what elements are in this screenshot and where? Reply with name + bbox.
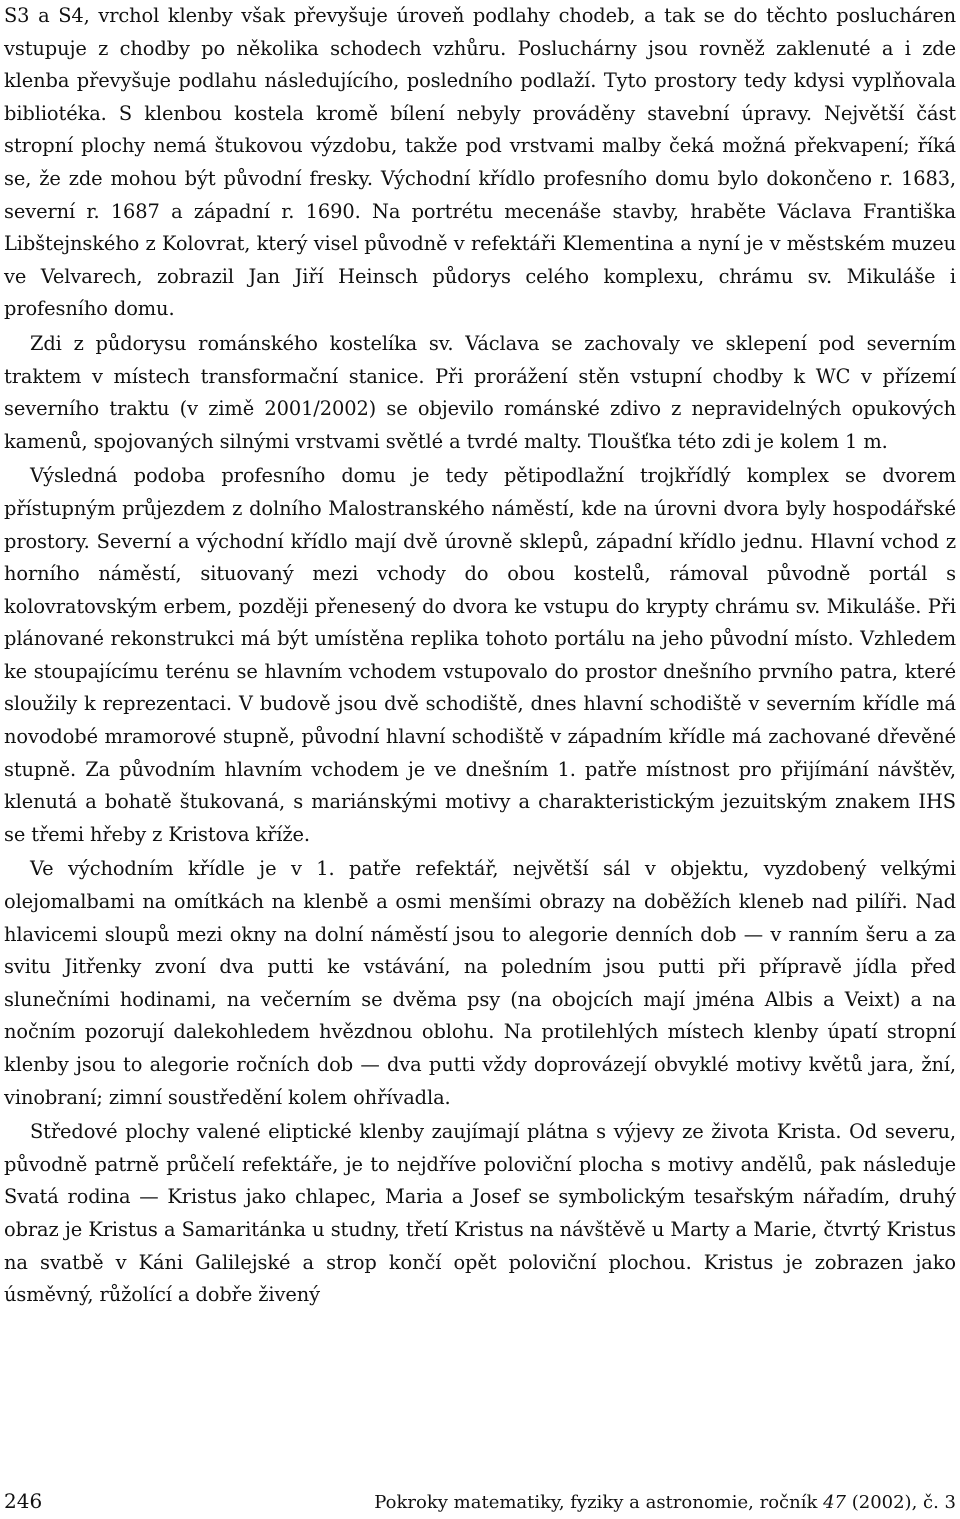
journal-reference [374,1491,956,1515]
paragraph-vault-paintings: Středové plochy valené eliptické klenby zaujímají plátna s výjevy ze života Krista. Od severu, původně patrně průčelí refektáře, je to nejdříve poloviční plocha s motivy andělů, pak následuje Svatá rodina — Kristus jako chlapec, Maria a Josef se symbolickým tesařským nářadím, druhý obraz je Kristus a Samaritánka u studny, třetí Kristus na návštěvě u Marty a Marie, čtvrtý Kristus na svatbě v Káni Galilejské a strop končí opět poloviční plochou. Kristus je zobrazen jako úsměvný, růžolící a dobře živený [4,1120,956,1307]
paragraph-final-form: Výsledná podoba profesního domu je tedy pětipodlažní trojkřídlý komplex se dvorem přístupným průjezdem z dolního Malostranského náměstí, kde na úrovni dvora byly hospodářské prostory. Severní a východní křídlo mají dvě úrovně sklepů, západní křídlo jednu. Hlavní vchod z horního náměstí, situovaný mezi vchody do obou kostelů, rámoval původně portál s kolovratovským erbem, později přenesený do dvora ke vstupu do krypty chrámu sv. Mikuláše. Při plánované rekonstrukci má být umístěna replika tohoto portálu na jeho původní místo. Vzhledem ke stoupajícímu terénu se hlavním vchodem vstupovalo do prostor dnešního prvního patra, které sloužily k reprezentaci. V budově jsou dvě schodiště, dnes hlavní schodiště v severním křídle má novodobé mramorové stupně, původní hlavní schodiště v západním křídle má zachované dřevěné stupně. Za původním hlavním vchodem je ve dnešním 1. patře místnost pro přijímání návštěv, klenutá a bohatě štukovaná, s mariánskými motivy a charakteristickým jezuitským znakem IHS se třemi hřeby z Kristova kříže. [4,464,956,846]
paragraph-romanesque-walls: Zdi z půdorysu románského kostelíka sv. Václava se zachovaly ve sklepení pod severním traktem v místech transformační stanice. Při prorážení stěn vstupní chodby k WC v přízemí severního traktu (v zimě 2001/2002) se objevilo románské zdivo z nepravidelných opukových kamenů, spojovaných silnými vrstvami světlé a tvrdé malty. Tloušťka této zdi je kolem 1 m. [4,331,956,453]
paragraph-refectory: Ve východním křídle je v 1. patře refektář, největší sál v objektu, vyzdobený velkými olejomalbami na omítkách na klenbě a osmi menšími obrazy na doběžích kleneb nad pilíři. Nad hlavicemi sloupů mezi okny na dolní náměstí jsou to alegorie denních dob — v ranním šeru a za svitu Jitřenky zvoní dva putti ke vstávání, na poledním jsou putti při přípravě jídla před slunečními hodinami, na večerním se dvěma psy (na obojcích mají jména Albis a Veixt) a na nočním pozorují dalekohledem hvězdnou oblohu. Na protilehlých místech klenby úpatí stropní klenby jsou to alegorie ročních dob — dva putti vždy doprovázejí obvyklé motivy květů jara, žní, vinobraní; zimní soustředění kolem ohřívadla. [4,857,956,1109]
journal-issue: (2002), č. 3 [846,1492,956,1513]
page-footer [4,1489,956,1515]
journal-name: Pokroky matematiky, fyziky a astronomie, ročník [374,1492,824,1513]
paragraph-continuation: S3 a S4, vrchol klenby však převyšuje úroveň podlahy chodeb, a tak se do těchto poslucháren vstupuje z chodby po několika schodech vzhůru. Posluchárny jsou rovněž zaklenuté a i zde klenba převyšuje podlahu následujícího, posledního podlaží. Tyto prostory tedy kdysi vyplňovala bibliotéka. S klenbou kostela kromě bílení nebyly prováděny stavební úpravy. Největší část stropní plochy nemá štukovou výzdobu, takže pod vrstvami malby čeká možná překvapení; říká se, že zde mohou být původní fresky. Východní křídlo profesního domu bylo dokončeno r. 1683, severní r. 1687 a západní r. 1690. Na portrétu mecenáše stavby, hraběte Václava Františka Libštejnského z Kolovrat, který visel původně v refektáři Klementina a nyní je v městském muzeu ve Velvarech, zobrazil Jan Jiří Heinsch půdorys celého komplexu, chrámu sv. Mikuláše i profesního domu. [4,4,956,321]
page-number: 246 [4,1489,43,1513]
page-body [4,0,956,1312]
journal-volume: 47 [823,1492,846,1513]
